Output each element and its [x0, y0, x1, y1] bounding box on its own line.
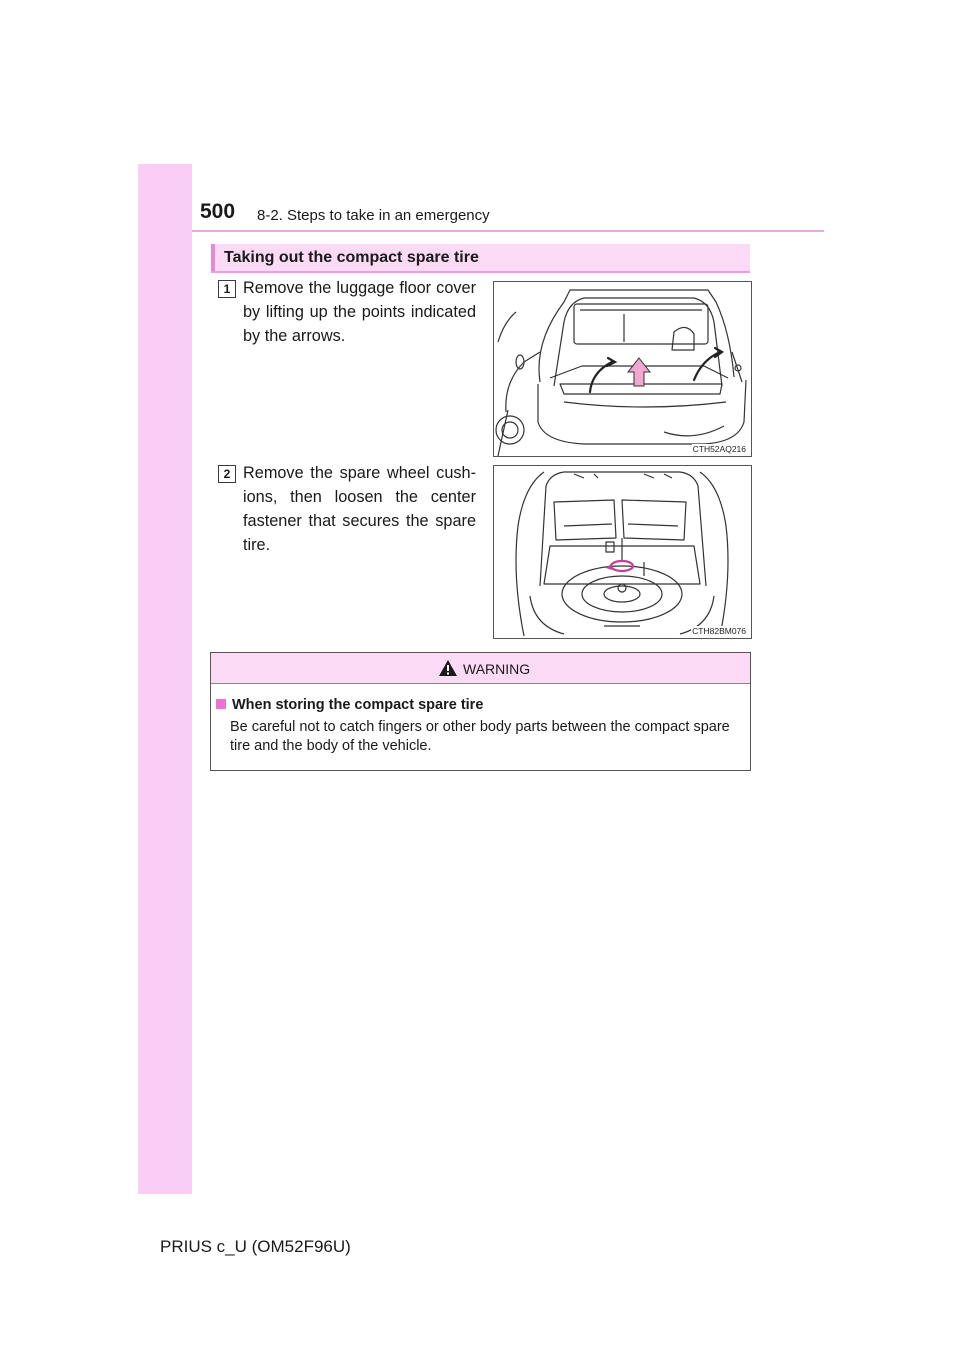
section-heading-bar: [211, 244, 750, 272]
bullet-square-icon: [216, 699, 226, 709]
section-accent: [211, 244, 215, 272]
car-rear-luggage-icon: [494, 282, 751, 456]
footer-model: PRIUS c_U (OM52F96U): [160, 1237, 351, 1256]
page-number: 500: [200, 200, 236, 223]
section-rule: [211, 271, 750, 273]
illustration-spare-tire-well: [493, 465, 752, 639]
illustration-code-1: CTH52AQ216: [692, 444, 746, 454]
chapter-header: 8-2. Steps to take in an emergency: [257, 207, 490, 224]
illustration-code-2: CTH82BM076: [692, 626, 746, 636]
illustration-luggage-floor-cover: [493, 281, 752, 457]
warning-subheading-text: When storing the compact spare tire: [232, 697, 484, 713]
spare-tire-well-icon: [494, 466, 751, 638]
step-text-1: Remove the luggage floor cover by lifting up the points indicated by the arrows.: [243, 279, 476, 345]
warning-label: WARNING: [463, 661, 531, 677]
warning-text: Be careful not to catch fingers or other body parts between the compact spare tire and the body of the vehicle.: [230, 719, 730, 754]
warning-triangle-icon: [438, 659, 458, 677]
step-number-1: 1: [218, 280, 236, 298]
warning-header: [211, 653, 750, 684]
header-rule: [192, 230, 824, 232]
step-number-2: 2: [218, 465, 236, 483]
section-title: Taking out the compact spare tire: [224, 249, 479, 266]
warning-subheading: [216, 697, 483, 713]
side-tab-bar: [138, 164, 192, 1194]
step-text-2: Remove the spare wheel cush-ions, then loosen the center fastener that secures the spare tire.: [243, 464, 476, 554]
warning-box: [210, 652, 751, 771]
